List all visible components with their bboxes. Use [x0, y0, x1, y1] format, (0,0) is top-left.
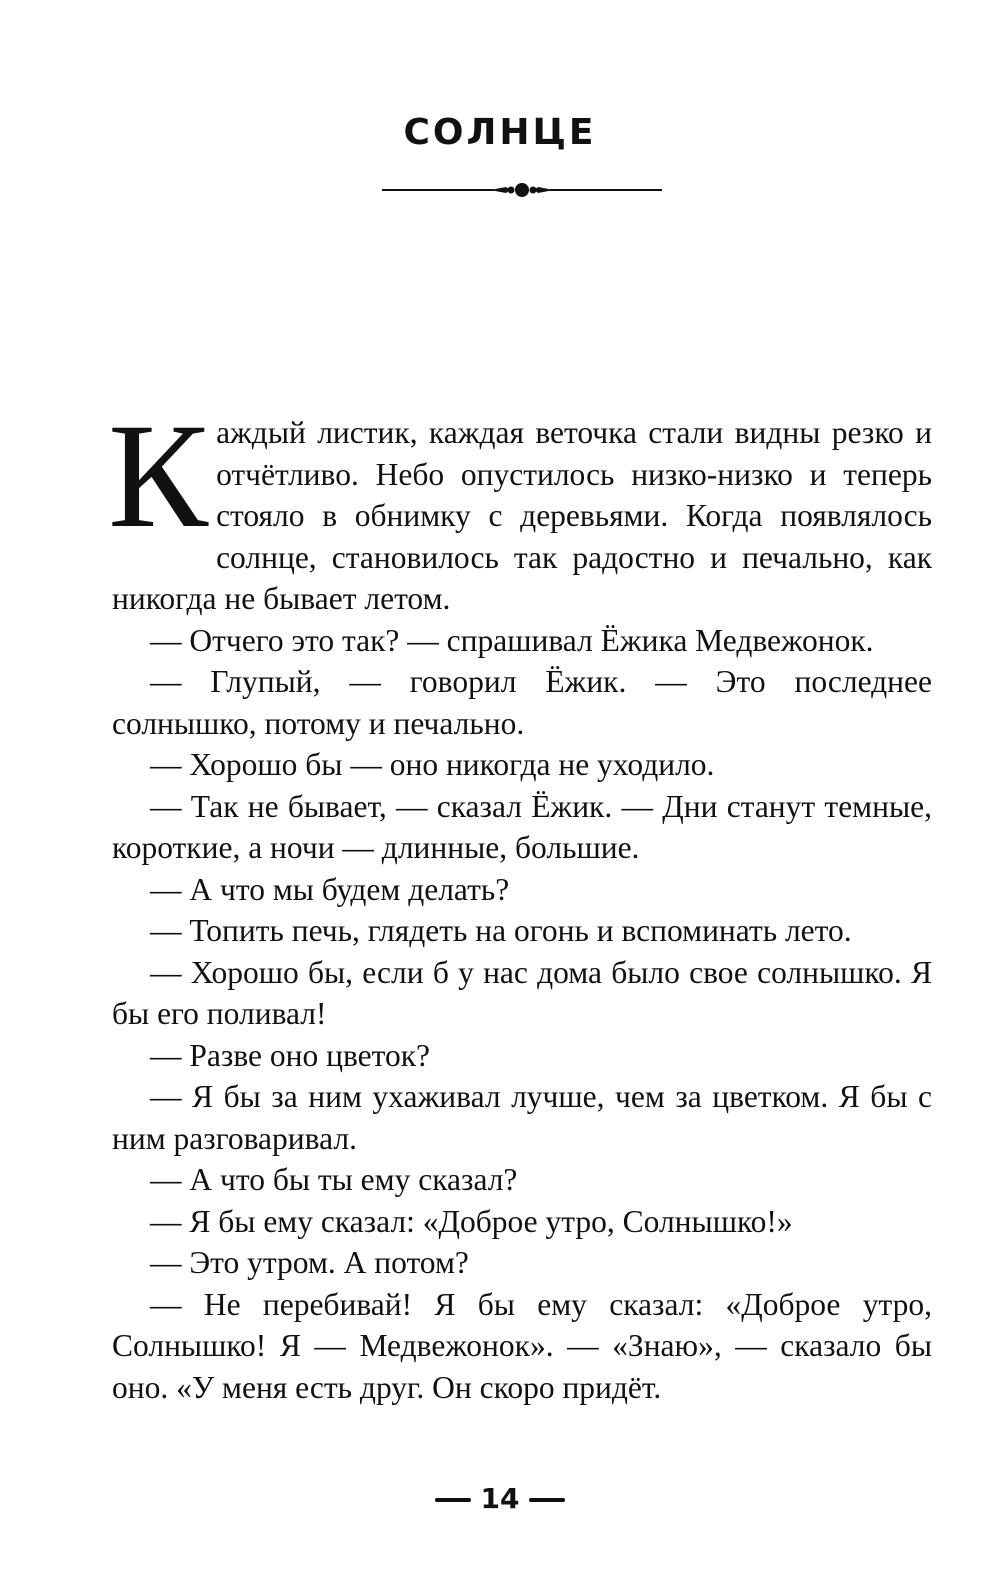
dialogue-line: — Я бы за ним ухаживал лучше, чем за цветком. Я бы с ним разговаривал. — [112, 1079, 932, 1156]
dialogue-line: — Топить печь, глядеть на огонь и вспоминать лето. — [150, 913, 852, 948]
dialogue-line: — Хорошо бы, если б у нас дома было свое солнышко. Я бы его поливал! — [112, 954, 932, 1031]
dialogue-line: — Так не бывает, — сказал Ёжик. — Дни станут темные, короткие, а ночи — длинные, большие. — [112, 788, 932, 865]
drop-cap: К — [108, 393, 209, 559]
opening-paragraph-text: аждый листик, каждая веточка стали видны резко и отчётливо. Небо опустилось низко-низко и теперь стояло в обнимку с деревьями. Когда появлялось солнце, становилось так радостно и печально, как никогда не бывает летом. — [112, 415, 932, 616]
page-footer — [0, 1482, 1000, 1515]
chapter-title: СОЛНЦЕ — [403, 112, 597, 153]
dialogue-line: — Разве оно цветок? — [150, 1037, 431, 1073]
title-ornament — [382, 180, 662, 200]
dialogue-line: — Хорошо бы — оно никогда не уходило. — [150, 747, 715, 782]
dialogue-line: — Отчего это так? — спрашивал Ёжика Медвежонок. — [150, 622, 874, 658]
dialogue-line: — А что мы будем делать? — [150, 871, 510, 907]
story-text — [108, 393, 932, 1408]
dialogue-line: — А что бы ты ему сказал? — [150, 1162, 518, 1197]
dialogue-line: — Это утром. А потом? — [150, 1245, 469, 1280]
folio-dash-right — [529, 1498, 565, 1502]
dialogue-line: — Глупый, — говорил Ёжик. — Это последнее солнышко, потому и печально. — [112, 664, 932, 741]
opening-paragraph — [108, 393, 932, 620]
dialogue-line: — Не перебивай! Я бы ему сказал: «Доброе утро, Солнышко! Я — Медвежонок». — «Знаю», — сказало бы оно. «У меня есть друг. Он скоро придёт. — [112, 1286, 932, 1405]
dialogue-line: — Я бы ему сказал: «Доброе утро, Солнышко!» — [150, 1203, 793, 1239]
page-number: 14 — [480, 1482, 520, 1515]
folio-dash-left — [435, 1498, 471, 1502]
